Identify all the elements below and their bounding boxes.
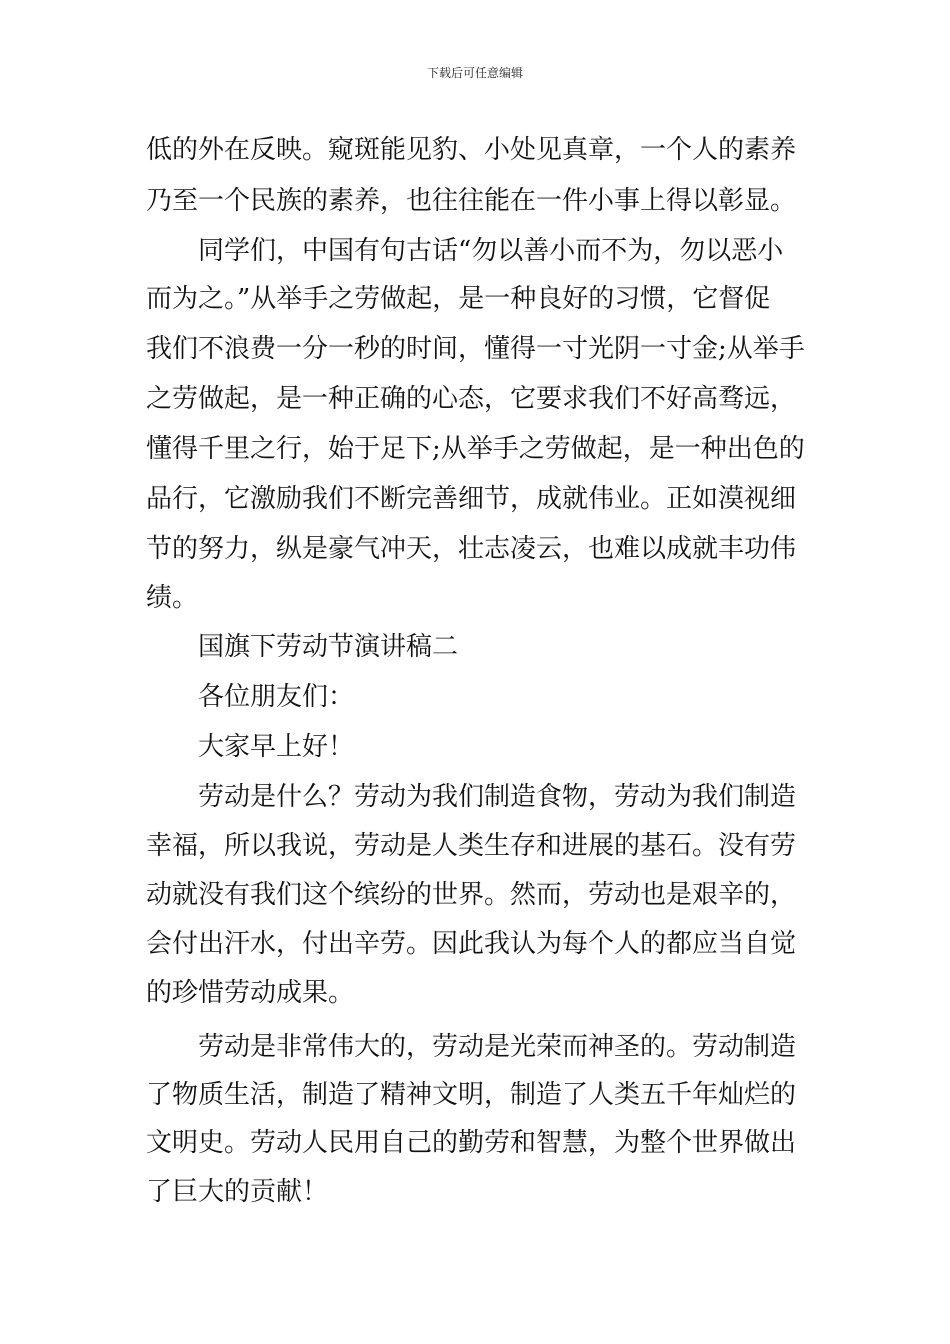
page-header: 下载后可任意编辑	[426, 66, 523, 80]
text-line: 绩。	[146, 583, 199, 613]
text-line: 了物质生活，制造了精神文明，制造了人类五千年灿烂的	[146, 1080, 797, 1110]
text-line: 劳动是什么？劳动为我们制造食物，劳动为我们制造	[198, 782, 797, 812]
text-line: 会付出汗水，付出辛劳。因此我认为每个人的都应当自觉	[146, 929, 797, 959]
text-line: 的珍惜劳动成果。	[146, 978, 355, 1008]
text-line: 乃至一个民族的素养，也往往能在一件小事上得以彰显。	[146, 186, 797, 216]
text-line: 文明史。劳动人民用自己的勤劳和智慧，为整个世界做出	[146, 1128, 797, 1158]
text-line: 了巨大的贡献！	[146, 1177, 329, 1207]
text-line: 劳动是非常伟大的，劳动是光荣而神圣的。劳动制造	[198, 1032, 797, 1062]
greeting: 大家早上好！	[198, 732, 355, 762]
text-line: 懂得千里之行，始于足下;从举手之劳做起，是一种出色的	[146, 434, 805, 464]
text-line: 之劳做起，是一种正确的心态，它要求我们不好高骛远，	[146, 384, 797, 414]
text-line: 同学们，中国有句古话“勿以善小而不为，勿以恶小	[198, 236, 784, 266]
text-line: 而为之。”从举手之劳做起，是一种良好的习惯，它督促	[146, 284, 771, 314]
text-line: 我们不浪费一分一秒的时间，懂得一寸光阴一寸金;从举手	[146, 334, 805, 364]
section-title: 国旗下劳动节演讲稿二	[198, 632, 459, 662]
text-line: 品行，它激励我们不断完善细节，成就伟业。正如漠视细	[146, 484, 797, 514]
text-line: 动就没有我们这个缤纷的世界。然而，劳动也是艰辛的，	[146, 880, 797, 910]
text-line: 幸福，所以我说，劳动是人类生存和进展的基石。没有劳	[146, 831, 797, 861]
salutation: 各位朋友们：	[198, 682, 355, 712]
text-line: 低的外在反映。窥斑能见豹、小处见真章，一个人的素养	[146, 135, 797, 165]
text-line: 节的努力，纵是豪气冲天，壮志凌云，也难以成就丰功伟	[146, 534, 797, 564]
